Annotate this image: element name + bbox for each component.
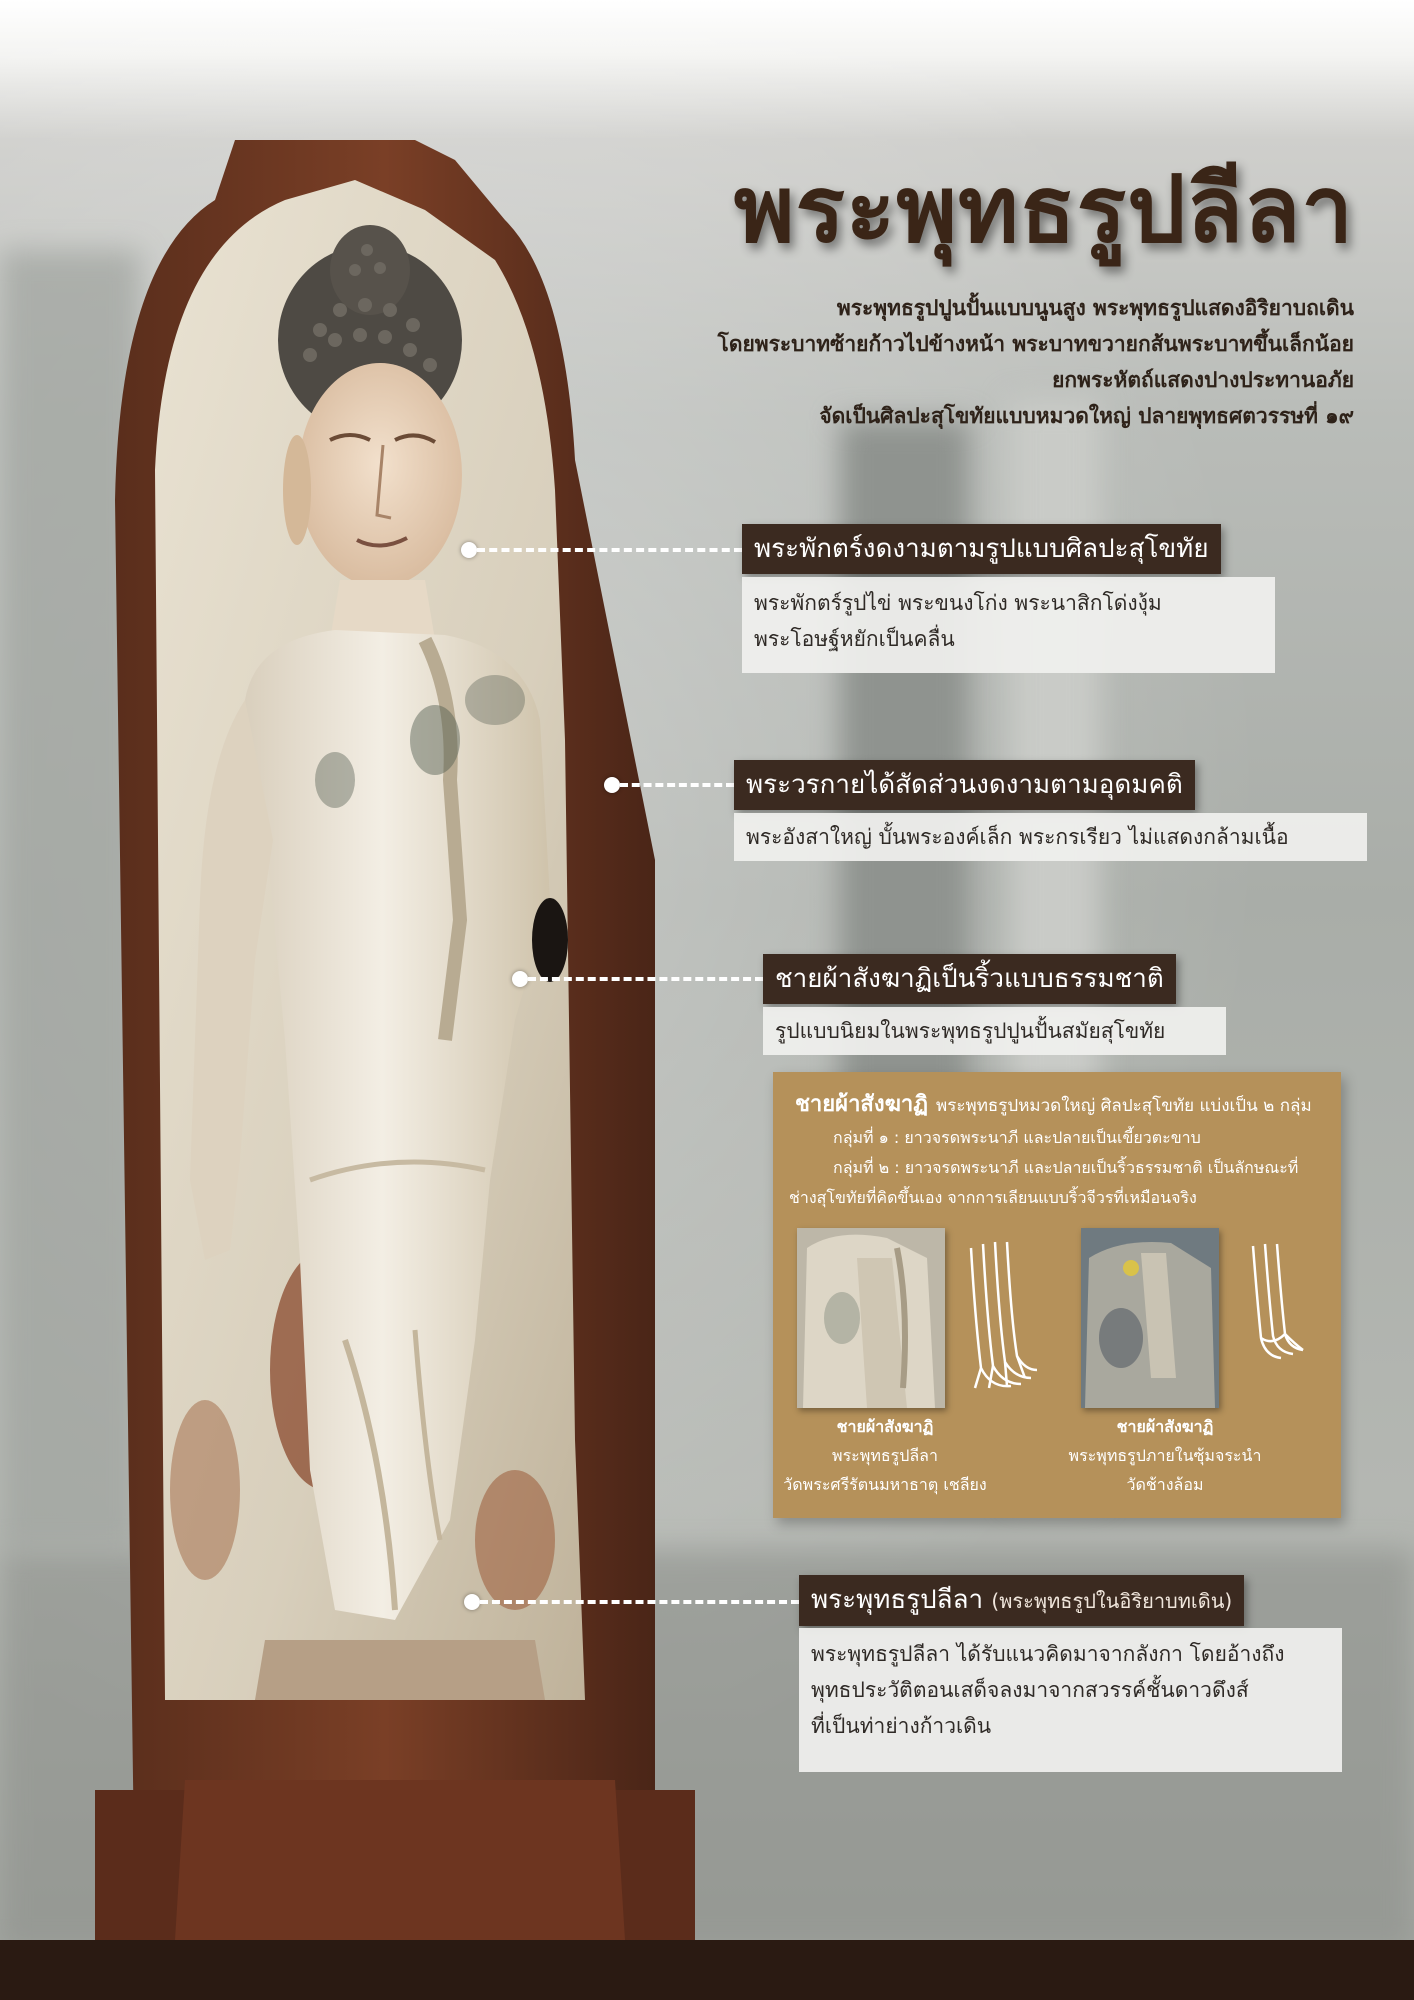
callout-body-title: พระวรกายได้สัดส่วนงดงามตามอุดมคติ xyxy=(734,760,1195,810)
callout-body-line: พระอังสาใหญ่ บั้นพระองค์เล็ก พระกรเรียว ไม่แสดงกล้ามเนื้อ xyxy=(746,825,1289,849)
callout-walking-body xyxy=(799,1628,1342,1772)
callout-leader-line xyxy=(480,1600,799,1604)
callout-face-line: พระพักตร์รูปไข่ พระขนงโก่ง พระนาสิกโด่งงุ้ม xyxy=(754,591,1162,615)
callout-robe-line: รูปแบบนิยมในพระพุทธรูปปูนปั้นสมัยสุโขทัย xyxy=(775,1019,1166,1043)
callout-marker-walking xyxy=(464,1594,480,1610)
robe-group-2: กลุ่มที่ ๒ : ยาวจรดพระนาภี และปลายเป็นริ้วธรรมชาติ เป็นลักษณะที่ xyxy=(833,1158,1299,1177)
robe-info-panel xyxy=(773,1072,1341,1518)
intro-line: จัดเป็นศิลปะสุโขทัยแบบหมวดใหญ่ ปลายพุทธศตวรรษที่ ๑๙ xyxy=(819,404,1354,428)
callout-marker-robe xyxy=(512,971,528,987)
intro-paragraph xyxy=(594,290,1354,434)
robe-caption-1-line: วัดพระศรีรัตนมหาธาตุ เชลียง xyxy=(783,1475,987,1494)
callout-face-line: พระโอษฐ์หยักเป็นคลื่น xyxy=(754,627,955,651)
callout-walking-line: พุทธประวัติตอนเสด็จลงมาจากสวรรค์ชั้นดาวดึงส์ xyxy=(811,1678,1249,1702)
callout-walking-line: ที่เป็นท่าย่างก้าวเดิน xyxy=(811,1714,992,1738)
intro-line: ยกพระหัตถ์แสดงปางประทานอภัย xyxy=(1052,368,1354,392)
page-title: พระพุทธรูปลีลา xyxy=(733,155,1354,263)
callout-face-title: พระพักตร์งดงามตามรูปแบบศิลปะสุโขทัย xyxy=(742,524,1221,574)
robe-caption-1-title: ชายผ้าสังฆาฏิ xyxy=(836,1417,934,1436)
robe-caption-2-line: วัดช้างล้อม xyxy=(1126,1475,1204,1494)
robe-photo-niche-buddha xyxy=(1081,1228,1219,1408)
callout-leader-line xyxy=(620,783,734,787)
robe-term: ชายผ้าสังฆาฏิ xyxy=(795,1092,929,1117)
callout-marker-body xyxy=(604,777,620,793)
robe-caption-1-line: พระพุทธรูปลีลา xyxy=(832,1446,938,1465)
intro-line: โดยพระบาทซ้ายก้าวไปข้างหน้า พระบาทขวายกส้นพระบาทขึ้นเล็กน้อย xyxy=(717,332,1354,356)
callout-walking-subtitle: (พระพุทธรูปในอิริยาบทเดิน) xyxy=(991,1589,1233,1613)
robe-drape-drawing-1 xyxy=(961,1238,1041,1398)
robe-group-2-continued: ช่างสุโขทัยที่คิดขึ้นเอง จากการเลียนแบบริ้วจีวรที่เหมือนจริง xyxy=(789,1188,1197,1207)
callout-robe-title: ชายผ้าสังฆาฏิเป็นริ้วแบบธรรมชาติ xyxy=(763,954,1176,1004)
robe-group-1: กลุ่มที่ ๑ : ยาวจรดพระนาภี และปลายเป็นเขี้ยวตะขาบ xyxy=(833,1128,1201,1147)
robe-info-intro-text: พระพุทธรูปหมวดใหญ่ ศิลปะสุโขทัย แบ่งเป็น ๒ กลุ่ม xyxy=(936,1096,1312,1116)
callout-body-body xyxy=(734,813,1367,861)
callout-walking-line: พระพุทธรูปลีลา ได้รับแนวคิดมาจากลังกา โดยอ้างถึง xyxy=(811,1642,1285,1666)
footer-bar xyxy=(0,1940,1414,2000)
robe-caption-2 xyxy=(1045,1412,1285,1499)
intro-line: พระพุทธรูปปูนปั้นแบบนูนสูง พระพุทธรูปแสดงอิริยาบถเดิน xyxy=(836,296,1354,320)
callout-face-body xyxy=(742,577,1275,673)
robe-caption-2-line: พระพุทธรูปภายในซุ้มจระนำ xyxy=(1068,1446,1262,1465)
callout-robe-body xyxy=(763,1007,1226,1055)
robe-drape-drawing-2 xyxy=(1241,1238,1321,1378)
callout-walking-heading: พระพุทธรูปลีลา xyxy=(811,1585,984,1615)
callout-leader-line xyxy=(477,548,742,552)
callout-leader-line xyxy=(528,977,763,981)
callout-marker-face xyxy=(461,542,477,558)
robe-photo-walking-buddha xyxy=(797,1228,945,1408)
robe-caption-2-title: ชายผ้าสังฆาฏิ xyxy=(1116,1417,1214,1436)
robe-info-intro xyxy=(795,1086,1312,1121)
robe-caption-1 xyxy=(765,1412,1005,1499)
callout-walking-title xyxy=(799,1575,1244,1626)
